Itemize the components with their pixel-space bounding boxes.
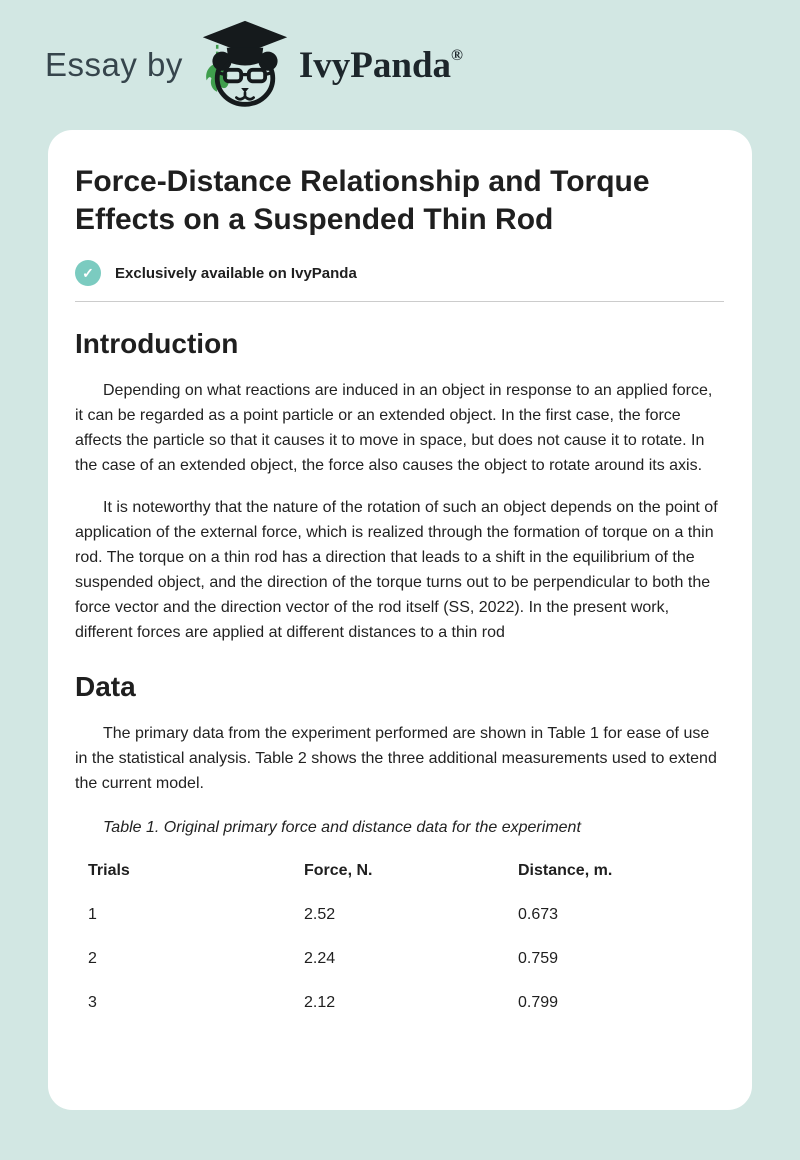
table-cell-distance-1: 0.673 bbox=[518, 906, 559, 923]
table-cell-force-1: 2.52 bbox=[304, 906, 336, 923]
table-caption: Table 1. Original primary force and distance data for the experiment bbox=[103, 819, 581, 836]
brand-wordmark bbox=[298, 44, 463, 86]
table-cell-distance-3: 0.799 bbox=[518, 994, 559, 1011]
data-table bbox=[75, 862, 724, 1012]
heading-introduction: Introduction bbox=[75, 328, 239, 359]
exclusive-badge bbox=[75, 260, 724, 286]
panda-graduate-logo-icon bbox=[197, 19, 293, 111]
table-header-distance: Distance, m. bbox=[518, 862, 613, 879]
badge-label: Exclusively available on IvyPanda bbox=[115, 264, 357, 282]
table-header-trials: Trials bbox=[88, 862, 130, 879]
page-title: Force-Distance Relationship and Torque Effects on a Suspended Thin Rod bbox=[75, 165, 650, 236]
table-cell-trial-2: 2 bbox=[88, 950, 97, 967]
brand-name: IvyPanda bbox=[298, 44, 452, 86]
intro-paragraph-1: Depending on what reactions are induced in an object in response to an applied force, it can be regarded as a point particle or an extended object. In the first case, the force affects the particle so that it causes it to move in space, but does not cause it to rotate. In the case of an extended object, the force also causes the object to rotate around its axis. bbox=[75, 382, 713, 474]
check-icon: ✓ bbox=[75, 260, 101, 286]
essay-card bbox=[48, 130, 752, 1110]
table-header-force: Force, N. bbox=[304, 862, 373, 879]
site-header bbox=[0, 0, 800, 130]
table-cell-force-2: 2.24 bbox=[304, 950, 336, 967]
table-cell-trial-1: 1 bbox=[88, 906, 97, 923]
divider bbox=[75, 301, 724, 302]
data-paragraph-1: The primary data from the experiment performed are shown in Table 1 for ease of use in the statistical analysis. Table 2 shows the three additional measurements used to extend the current model. bbox=[75, 725, 717, 792]
table-cell-force-3: 2.12 bbox=[304, 994, 336, 1011]
table-cell-trial-3: 3 bbox=[88, 994, 97, 1011]
registered-mark: ® bbox=[451, 46, 463, 64]
table-cell-distance-2: 0.759 bbox=[518, 950, 559, 967]
heading-data: Data bbox=[75, 671, 136, 702]
essay-by-label: Essay by bbox=[45, 46, 183, 83]
intro-paragraph-2: It is noteworthy that the nature of the rotation of such an object depends on the point of application of the external force, which is realized through the formation of torque on a thin rod. The torque on a thin rod has a direction that leads to a shift in the equilibrium of the suspended object, and the direction of the torque turns out to be perpendicular to both the force vector and the direction vector of the rod itself (SS, 2022). In the present work, different forces are applied at different distances to a thin rod bbox=[75, 499, 718, 641]
